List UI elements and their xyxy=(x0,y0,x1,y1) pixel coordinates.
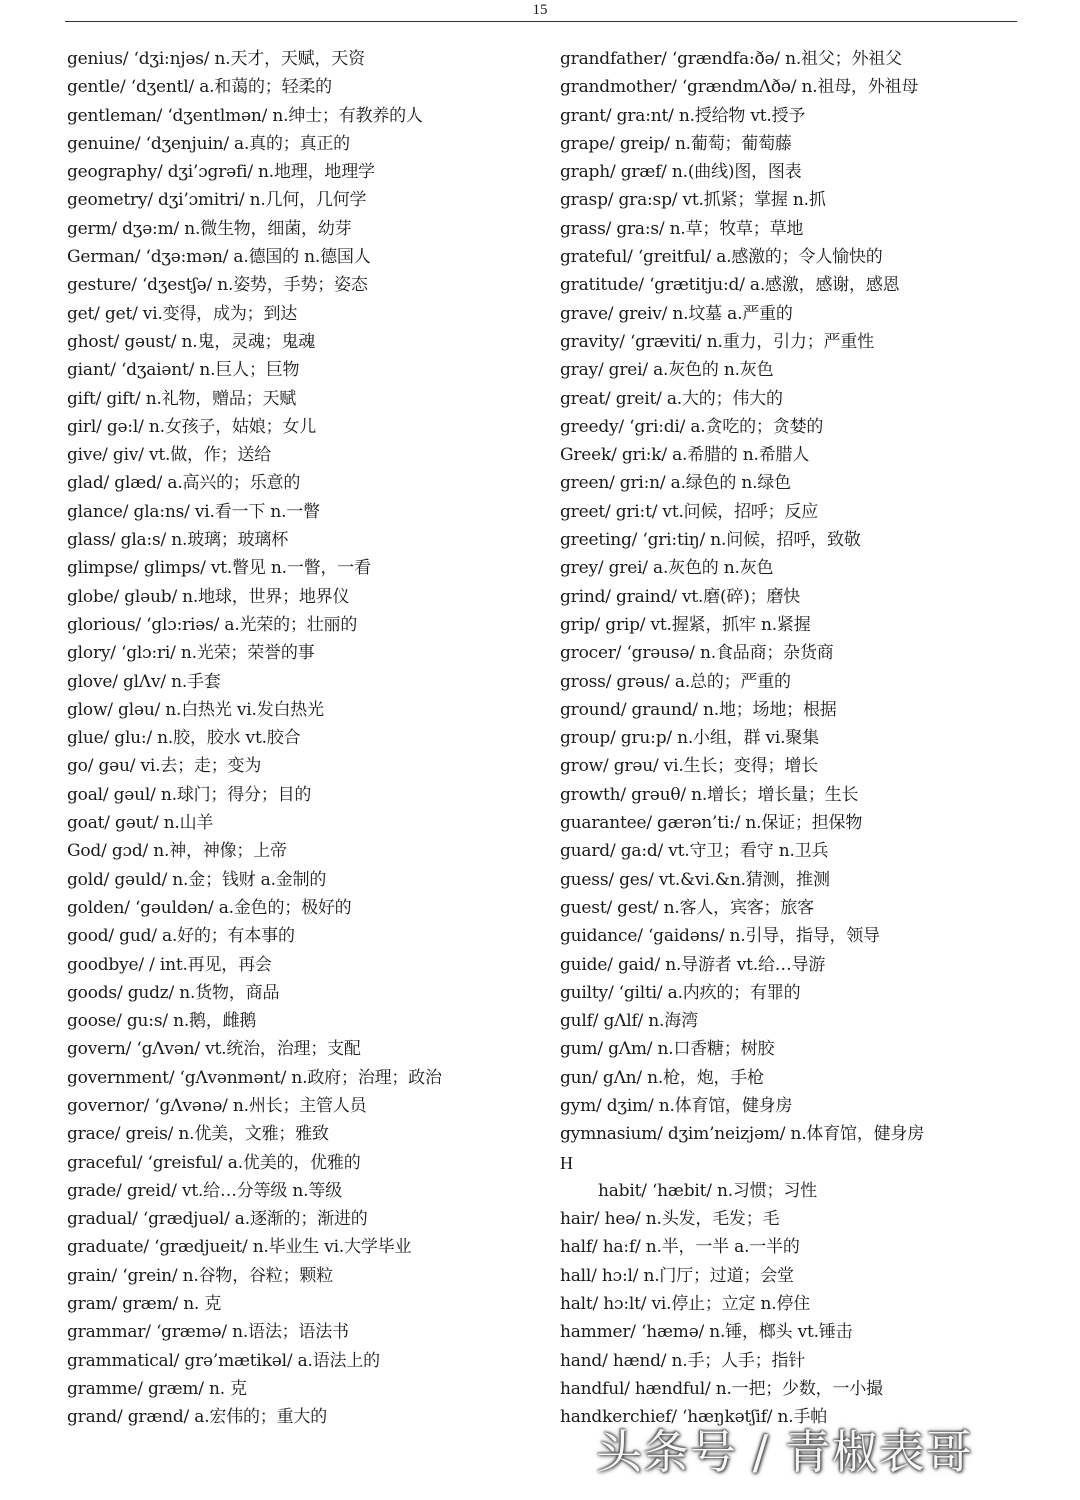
vocab-entry: glass/ gla:s/ n.玻璃；玻璃杯 xyxy=(67,530,289,551)
vocab-entry: graduate/ ‘grædjueit/ n.毕业生 vi.大学毕业 xyxy=(67,1237,412,1258)
left-column xyxy=(67,45,547,1432)
vocab-entry: Greek/ gri:k/ a.希腊的 n.希腊人 xyxy=(560,445,810,466)
vocab-entry: glad/ glæd/ a.高兴的；乐意的 xyxy=(67,473,301,494)
vocab-entry: give/ giv/ vt.做，作；送给 xyxy=(67,445,272,466)
vocab-entry: God/ gɔd/ n.神，神像；上帝 xyxy=(67,841,287,862)
vocab-entry: grass/ gra:s/ n.草；牧草；草地 xyxy=(560,218,804,239)
vocab-entry: hall/ hɔ:l/ n.门厅；过道；会堂 xyxy=(560,1265,794,1286)
vocab-entry: grip/ grip/ vt.握紧，抓牢 n.紧握 xyxy=(560,614,811,635)
vocab-entry: gulf/ gΛlf/ n.海湾 xyxy=(560,1011,698,1032)
vocab-entry: goat/ gəut/ n.山羊 xyxy=(67,813,214,834)
vocab-entry: goose/ gu:s/ n.鹅，雌鹅 xyxy=(67,1011,257,1032)
vocab-entry: graph/ græf/ n.(曲线)图，图表 xyxy=(560,162,802,183)
vocab-entry: gray/ grei/ a.灰色的 n.灰色 xyxy=(560,360,774,381)
vocab-entry: geography/ dʒi’ɔgrəfi/ n.地理，地理学 xyxy=(67,162,375,183)
vocab-entry: glow/ gləu/ n.白热光 vi.发白热光 xyxy=(67,699,324,720)
vocab-entry: guess/ ges/ vt.&vi.&n.猜测，推测 xyxy=(560,869,830,890)
vocab-entry: government/ ‘gΛvənmənt/ n.政府；治理；政治 xyxy=(67,1067,442,1088)
vocab-entry: glance/ gla:ns/ vi.看一下 n.一瞥 xyxy=(67,501,320,522)
vocab-entry: go/ gəu/ vi.去；走；变为 xyxy=(67,756,262,777)
vocab-entry: guidance/ ‘gaidəns/ n.引导，指导，领导 xyxy=(560,926,880,947)
section-heading: H xyxy=(560,1152,573,1173)
vocab-entry: genius/ ‘dʒi:njəs/ n.天才，天赋，天资 xyxy=(67,49,365,69)
vocab-entry: halt/ hɔ:lt/ vi.停止；立定 n.停住 xyxy=(560,1294,811,1315)
vocab-entry: graceful/ ‘greisful/ a.优美的，优雅的 xyxy=(67,1152,361,1173)
vocab-entry: gentleman/ ‘dʒentlmən/ n.绅士；有教养的人 xyxy=(67,105,423,126)
vocab-entry: grey/ grei/ a.灰色的 n.灰色 xyxy=(560,558,774,579)
vocab-entry: gold/ gəuld/ n.金；钱财 a.金制的 xyxy=(67,869,327,890)
vocab-entry: grateful/ ‘greitful/ a.感激的；令人愉快的 xyxy=(560,247,883,268)
vocab-entry: guilty/ ‘gilti/ a.内疚的；有罪的 xyxy=(560,982,801,1003)
vocab-entry: gratitude/ ‘grætitju:d/ a.感激，感谢，感恩 xyxy=(560,275,900,296)
vocab-entry: grave/ greiv/ n.坟墓 a.严重的 xyxy=(560,303,793,324)
vocab-entry: glimpse/ glimps/ vt.瞥见 n.一瞥，一看 xyxy=(67,558,371,579)
vocab-entry: gesture/ ‘dʒestʃə/ n.姿势，手势；姿态 xyxy=(67,275,368,296)
vocab-entry: hand/ hænd/ n.手；人手；指针 xyxy=(560,1350,806,1371)
vocab-entry: gram/ græm/ n. 克 xyxy=(67,1294,222,1315)
vocab-entry: governor/ ‘gΛvənə/ n.州长；主管人员 xyxy=(67,1095,367,1116)
vocab-entry: glory/ ‘glɔ:ri/ n.光荣；荣誉的事 xyxy=(67,643,315,664)
vocab-entry: grace/ greis/ n.优美，文雅；雅致 xyxy=(67,1124,329,1145)
vocab-entry: govern/ ‘gΛvən/ vt.统治，治理；支配 xyxy=(67,1039,361,1060)
vocab-entry: girl/ gə:l/ n.女孩子，姑娘；女儿 xyxy=(67,416,317,437)
vocab-entry: hammer/ ‘hæmə/ n.锤，榔头 vt.锤击 xyxy=(560,1322,853,1343)
vocab-entry: grind/ graind/ vt.磨(碎)；磨快 xyxy=(560,586,801,607)
vocab-entry: grain/ ‘grein/ n.谷物，谷粒；颗粒 xyxy=(67,1265,334,1286)
watermark: 头条号 / 青椒表哥 xyxy=(596,1425,973,1479)
vocab-entry: gravity/ ‘græviti/ n.重力，引力；严重性 xyxy=(560,331,874,352)
vocab-entry: German/ ‘dʒə:mən/ a.德国的 n.德国人 xyxy=(67,247,371,268)
vocab-entry: ghost/ gəust/ n.鬼，灵魂；鬼魂 xyxy=(67,331,316,352)
vocab-entry: geometry/ dʒi’ɔmitri/ n.几何，几何学 xyxy=(67,190,367,211)
vocab-entry: group/ gru:p/ n.小组，群 vi.聚集 xyxy=(560,728,819,749)
vocab-entry: gymnasium/ dʒim’neizjəm/ n.体育馆，健身房 xyxy=(560,1124,925,1145)
vocab-entry: glorious/ ‘glɔ:riəs/ a.光荣的；壮丽的 xyxy=(67,614,358,635)
vocab-entry: good/ gud/ a.好的；有本事的 xyxy=(67,926,295,947)
vocab-entry: gift/ gift/ n.礼物，赠品；天赋 xyxy=(67,388,297,409)
vocab-entry: grammar/ ‘græmə/ n.语法；语法书 xyxy=(67,1322,349,1343)
vocab-entry: goodbye/ / int.再见，再会 xyxy=(67,954,272,975)
vocab-entry: glue/ glu:/ n.胶，胶水 vt.胶合 xyxy=(67,728,301,749)
vocab-entry: gum/ gΛm/ n.口香糖；树胶 xyxy=(560,1039,775,1060)
vocab-entry: genuine/ ‘dʒenjuin/ a.真的；真正的 xyxy=(67,133,350,154)
header-rule xyxy=(65,21,1017,22)
vocab-entry: grammatical/ grə’mætikəl/ a.语法上的 xyxy=(67,1350,380,1371)
vocab-entry: goods/ gudz/ n.货物，商品 xyxy=(67,982,280,1003)
vocab-entry: guide/ gaid/ n.导游者 vt.给…导游 xyxy=(560,954,826,975)
vocab-entry: grand/ grænd/ a.宏伟的；重大的 xyxy=(67,1407,327,1428)
vocab-entry: gramme/ græm/ n. 克 xyxy=(67,1378,247,1399)
page-number: 15 xyxy=(532,2,548,18)
vocab-entry: grow/ grəu/ vi.生长；变得；增长 xyxy=(560,756,818,777)
vocab-entry: gradual/ ‘grædjuəl/ a.逐渐的；渐进的 xyxy=(67,1209,368,1230)
vocab-entry: hair/ heə/ n.头发，毛发；毛 xyxy=(560,1209,780,1230)
vocab-entry: habit/ ‘hæbit/ n.习惯；习性 xyxy=(598,1180,817,1201)
vocab-entry: ground/ graund/ n.地；场地；根据 xyxy=(560,699,837,720)
vocab-entry: germ/ dʒə:m/ n.微生物，细菌，幼芽 xyxy=(67,218,352,239)
vocab-entry: half/ ha:f/ n.半，一半 a.一半的 xyxy=(560,1237,800,1258)
vocab-entry: gentle/ ‘dʒentl/ a.和蔼的；轻柔的 xyxy=(67,77,332,98)
vocab-entry: giant/ ‘dʒaiənt/ n.巨人；巨物 xyxy=(67,360,300,381)
vocab-entry: great/ greit/ a.大的；伟大的 xyxy=(560,388,783,409)
vocab-entry: gross/ grəus/ a.总的；严重的 xyxy=(560,671,791,692)
vocab-entry: guarantee/ gærən’ti:/ n.保证；担保物 xyxy=(560,813,863,834)
vocab-entry: gym/ dʒim/ n.体育馆，健身房 xyxy=(560,1095,793,1116)
right-column xyxy=(560,45,1030,1432)
vocab-entry: gun/ gΛn/ n.枪，炮，手枪 xyxy=(560,1067,764,1088)
vocab-entry: globe/ gləub/ n.地球，世界；地界仪 xyxy=(67,586,350,607)
vocab-entry: guest/ gest/ n.客人，宾客；旅客 xyxy=(560,897,814,918)
vocab-entry: greet/ gri:t/ vt.问候，招呼；反应 xyxy=(560,501,819,522)
vocab-entry: grasp/ gra:sp/ vt.抓紧；掌握 n.抓 xyxy=(560,190,826,211)
vocab-entry: grandmother/ ‘grændmΛðə/ n.祖母，外祖母 xyxy=(560,77,919,98)
vocab-entry: goal/ gəul/ n.球门；得分；目的 xyxy=(67,784,312,805)
vocab-entry: guard/ ga:d/ vt.守卫；看守 n.卫兵 xyxy=(560,841,829,862)
vocab-entry: golden/ ‘gəuldən/ a.金色的；极好的 xyxy=(67,897,352,918)
vocab-entry: grant/ gra:nt/ n.授给物 vt.授予 xyxy=(560,105,806,126)
vocab-entry: grape/ greip/ n.葡萄；葡萄藤 xyxy=(560,133,792,154)
vocab-entry: greedy/ ‘gri:di/ a.贪吃的；贪婪的 xyxy=(560,416,824,437)
vocab-entry: growth/ grəuθ/ n.增长；增长量；生长 xyxy=(560,784,859,805)
vocab-entry: handkerchief/ ‘hæŋkətʃif/ n.手帕 xyxy=(560,1407,828,1428)
vocab-entry: grandfather/ ‘grændfa:ðə/ n.祖父；外祖父 xyxy=(560,49,902,69)
vocab-entry: grocer/ ‘grəusə/ n.食品商；杂货商 xyxy=(560,643,834,664)
vocab-entry: greeting/ ‘gri:tiŋ/ n.问候，招呼，致敬 xyxy=(560,530,861,551)
vocab-entry: get/ get/ vi.变得，成为；到达 xyxy=(67,303,298,324)
vocab-entry: handful/ hændful/ n.一把；少数，一小撮 xyxy=(560,1378,883,1399)
vocab-entry: green/ gri:n/ a.绿色的 n.绿色 xyxy=(560,473,791,494)
vocab-entry: glove/ glΛv/ n.手套 xyxy=(67,671,221,692)
vocab-entry: grade/ greid/ vt.给…分等级 n.等级 xyxy=(67,1180,342,1201)
